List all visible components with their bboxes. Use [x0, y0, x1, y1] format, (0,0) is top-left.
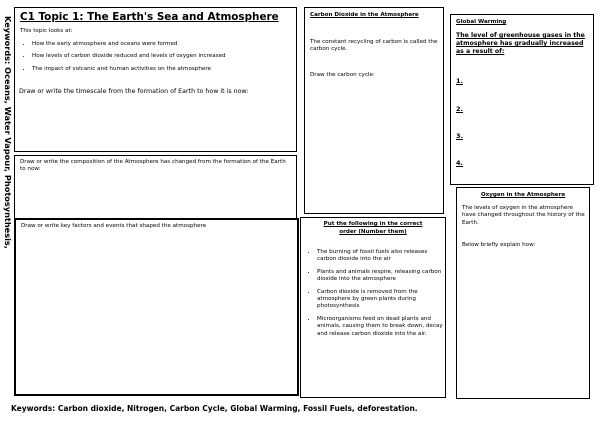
topic-bullet: • How the early atmosphere and oceans were formed	[32, 41, 302, 48]
oxygen-title: Oxygen in the Atmosphere	[480, 192, 566, 198]
order-title-line2: order (Number them)	[339, 229, 407, 235]
answer-number-2: 2.	[456, 105, 463, 113]
carbon-title: Carbon Dioxide in the Atmosphere	[310, 12, 419, 18]
side-keywords: Keywords: Oceans, Water Vapour, Photosynthesis,	[3, 16, 13, 249]
answer-number-4: 4.	[456, 159, 463, 167]
composition-prompt: Draw or write the composition of the Atmosphere has changed from the formation of the Earth to now:	[20, 159, 286, 173]
carbon-dioxide-box[interactable]	[304, 7, 444, 214]
order-list	[307, 249, 447, 343]
global-warming-title: Global Warming	[456, 19, 507, 25]
key-factors-box[interactable]	[14, 218, 299, 396]
topic-bullet: • The impact of volcanic and human activities on the atmosphere	[32, 66, 302, 73]
order-item: • Microorganisms feed on dead plants and animals, causing them to break down, decay and release carbon dioxide into the air.	[317, 316, 447, 338]
bottom-keywords: Keywords: Carbon dioxide, Nitrogen, Carbon Cycle, Global Warming, Fossil Fuels, deforestation.	[11, 404, 418, 413]
oxygen-text: The levels of oxygen in the atmosphere have changed throughout the history of the Earth.	[462, 205, 585, 226]
oxygen-box[interactable]	[456, 187, 590, 399]
topic-bullet-list	[22, 41, 302, 78]
topic-bullet: • How levels of carbon dioxide reduced and levels of oxygen increased	[32, 53, 302, 60]
key-factors-prompt: Draw or write key factors and events that shaped the atmosphere	[21, 223, 207, 229]
carbon-text: The constant recycling of carbon is called the carbon cycle.	[310, 39, 438, 53]
timescale-prompt: Draw or write the timescale from the formation of Earth to how it is now:	[19, 88, 249, 95]
oxygen-prompt: Below briefly explain how:	[462, 242, 536, 248]
answer-number-3: 3.	[456, 132, 463, 140]
order-title-line1: Put the following in the correct	[323, 221, 423, 227]
topic-title: C1 Topic 1: The Earth's Sea and Atmosphere	[20, 11, 279, 23]
global-warming-box[interactable]	[450, 14, 594, 185]
order-item: • The burning of fossil fuels also releases carbon dioxide into the air	[317, 249, 447, 264]
order-box[interactable]	[300, 217, 446, 398]
global-warming-subtitle: The level of greenhouse gases in the atmosphere has gradually increased as a result of:	[456, 32, 585, 55]
carbon-prompt: Draw the carbon cycle:	[310, 72, 375, 78]
topic-box	[14, 7, 297, 152]
topic-intro: This topic looks at:	[20, 28, 73, 34]
answer-number-1: 1.	[456, 77, 463, 85]
composition-box[interactable]	[14, 155, 297, 219]
order-item: • Plants and animals respire, releasing carbon dioxide into the atmosphere	[317, 269, 447, 284]
order-item: • Carbon dioxide is removed from the atmosphere by green plants during photosynthesis	[317, 289, 447, 311]
